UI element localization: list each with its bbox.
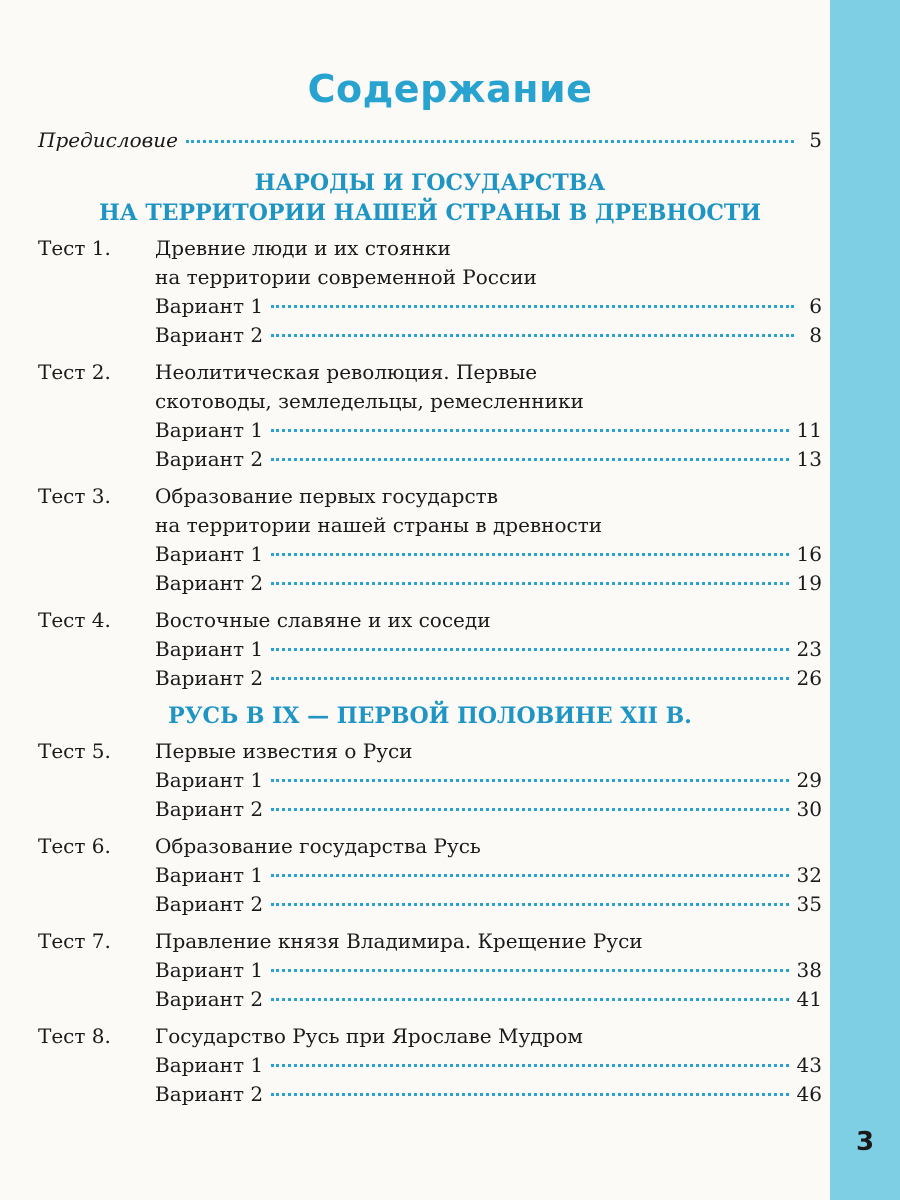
test-label: Тест 5. [38,739,111,763]
page-ref: 16 [796,542,822,566]
variant-label: Вариант 1 [155,294,264,318]
toc-test-entry [38,737,822,824]
dot-leader [186,140,794,143]
variant-label: Вариант 1 [155,768,264,792]
page-ref: 38 [796,958,822,982]
side-color-band [830,0,900,1200]
toc-entry-variant[interactable] [155,321,822,350]
section-heading-line: НА ТЕРРИТОРИИ НАШЕЙ СТРАНЫ В ДРЕВНОСТИ [98,200,762,226]
toc-entry-variant[interactable] [155,445,822,474]
section-heading [38,701,822,731]
toc-entry-variant[interactable] [155,292,822,321]
toc-entry-variant[interactable] [155,956,822,985]
toc-entry-variant[interactable] [155,569,822,598]
test-title: скотоводы, земледельцы, ремесленники [155,389,584,413]
dot-leader [271,903,788,906]
toc-entry-variant[interactable] [155,861,822,890]
test-label: Тест 6. [38,834,111,858]
toc-entry-variant[interactable] [155,890,822,919]
dot-leader [271,334,794,337]
page-ref: 26 [796,666,822,690]
dot-leader [271,648,788,651]
toc-entry-preface[interactable] [38,128,822,162]
dot-leader [271,1093,788,1096]
toc-entry-variant[interactable] [155,635,822,664]
variant-label: Вариант 1 [155,1053,264,1077]
test-title: на территории современной России [155,265,537,289]
page-ref: 32 [796,863,822,887]
variant-label: Вариант 1 [155,418,264,442]
page-ref: 23 [796,637,822,661]
page-ref: 19 [796,571,822,595]
variant-label: Вариант 1 [155,958,264,982]
section-heading-line: НАРОДЫ И ГОСУДАРСТВА [254,170,606,196]
toc-entry-variant[interactable] [155,664,822,693]
page-ref: 6 [809,294,822,318]
dot-leader [271,998,788,1001]
table-of-contents [38,60,822,1117]
test-title: Неолитическая революция. Первые [155,360,538,384]
dot-leader [271,677,788,680]
page-ref: 43 [796,1053,822,1077]
dot-leader [271,429,788,432]
page-title: Содержание [307,67,593,111]
test-title: Правление князя Владимира. Крещение Руси [155,929,643,953]
section-heading [38,168,822,228]
variant-label: Вариант 2 [155,323,264,347]
toc-test-entry [38,606,822,693]
page-ref: 11 [796,418,822,442]
variant-label: Вариант 1 [155,863,264,887]
dot-leader [271,1064,788,1067]
test-title: Образование первых государств [155,484,498,508]
variant-label: Вариант 1 [155,637,264,661]
toc-entry-variant[interactable] [155,795,822,824]
dot-leader [271,553,788,556]
test-label: Тест 1. [38,236,111,260]
variant-label: Вариант 2 [155,571,264,595]
toc-entry-variant[interactable] [155,1080,822,1109]
toc-test-entry [38,832,822,919]
page-ref: 35 [796,892,822,916]
page-ref: 5 [809,128,822,152]
page-ref: 41 [796,987,822,1011]
toc-entry-variant[interactable] [155,416,822,445]
dot-leader [271,305,794,308]
dot-leader [271,874,788,877]
test-title: на территории нашей страны в древности [155,513,603,537]
page-number: 3 [855,1127,875,1157]
variant-label: Вариант 2 [155,797,264,821]
variant-label: Вариант 2 [155,666,264,690]
test-label: Тест 4. [38,608,111,632]
variant-label: Вариант 2 [155,447,264,471]
test-label: Тест 7. [38,929,111,953]
dot-leader [271,969,788,972]
test-title: Первые известия о Руси [155,739,413,763]
toc-test-entry [38,234,822,350]
preface-label: Предисловие [38,128,178,152]
toc-entry-variant[interactable] [155,540,822,569]
toc-entry-variant[interactable] [155,985,822,1014]
test-title: Восточные славяне и их соседи [155,608,491,632]
section-heading-line: РУСЬ В IX — ПЕРВОЙ ПОЛОВИНЕ XII В. [168,703,692,729]
page-ref: 8 [809,323,822,347]
test-title: Образование государства Русь [155,834,481,858]
page-ref: 46 [796,1082,822,1106]
test-label: Тест 8. [38,1024,111,1048]
test-label: Тест 2. [38,360,111,384]
toc-test-entry [38,482,822,598]
test-label: Тест 3. [38,484,111,508]
toc-entry-variant[interactable] [155,1051,822,1080]
dot-leader [271,458,788,461]
toc-test-entry [38,927,822,1014]
variant-label: Вариант 1 [155,542,264,566]
variant-label: Вариант 2 [155,987,264,1011]
page-ref: 30 [796,797,822,821]
page-ref: 13 [796,447,822,471]
test-title: Государство Русь при Ярославе Мудром [155,1024,583,1048]
page-ref: 29 [796,768,822,792]
toc-test-entry [38,358,822,474]
toc-entry-variant[interactable] [155,766,822,795]
toc-test-entry [38,1022,822,1109]
test-title: Древние люди и их стоянки [155,236,451,260]
dot-leader [271,779,788,782]
dot-leader [271,582,788,585]
dot-leader [271,808,788,811]
variant-label: Вариант 2 [155,1082,264,1106]
variant-label: Вариант 2 [155,892,264,916]
